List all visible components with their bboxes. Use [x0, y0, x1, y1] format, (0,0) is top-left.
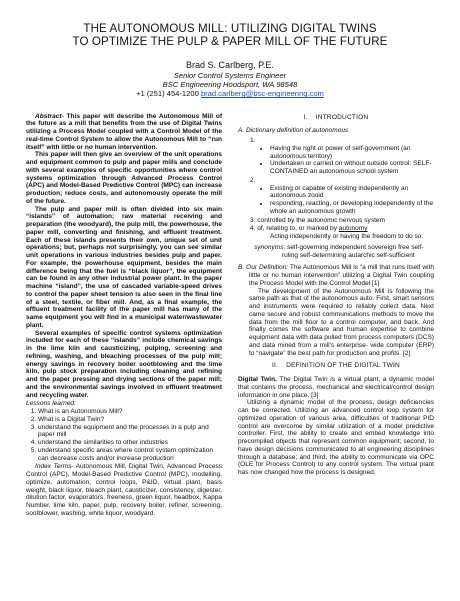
- two-column-body: [26, 113, 434, 518]
- abstract-paragraph-1: Abstract- This paper will describe the Autonomous Mill of the future as a mill that benefits from the use of Digital Twins utilizing a Process Model coupled with a Control Model of the real-time Control System to allow the Autonomous Mill to “run itself” with little or no human intervention.: [26, 112, 222, 151]
- list-item: • responding, reacting, or developing independently of the whole an autonomous growth: [270, 200, 434, 216]
- list-item: 3. understand the equipment and the processes in a pulp and paper mill: [38, 424, 222, 440]
- lessons-list: [26, 408, 222, 462]
- intro-paragraph-development: The development of the Autonomous Mill is following the same path as that of the autonomous auto. First, smart sensors and instruments were required to reliably collect data. Next came secure and robust communications methods to move the data from the mill floor to a control computer, and back. And finally comes the software and human expertise to combine equipment data with data pulled from process computers (DCS) and data mined from a mill's enterprise- wide computer (ERP) to “navigate” the best path for production and profits. [2]: [249, 287, 434, 357]
- list-item: • Undertaken or carried on without outside control: SELF-CONTAINED an autonomous school system: [270, 160, 434, 176]
- definition-4: 4. of, relating to, or marked by autonomy: [250, 225, 368, 233]
- digital-twin-paragraph-1: Digital Twin. The Digital Twin is a virtual plant, a dynamic model that contains the process, mechanical and electrical/control design information in one place. [3]: [238, 376, 434, 399]
- digital-twin-paragraph-2: Utilizing a dynamic model of the process, design deficiencies can be corrected. Utilizing an advanced control loop system for optimized operation of various area, difficulties of traditional PID control are overcome by similar utilization of a model predictive controller. First, the ability to create and embed knowledge into precompiled objects that represent common equipment; second, to have design decisions communicated to all engineering disciplines through a database; and third, the ability to communicate via OPC (OLE for Process Control) to any control system. The virtual plant has now changed how the process is designed.: [238, 399, 434, 477]
- title-line-1: THE AUTONOMOUS MILL: UTILIZING DIGITAL TWINS: [83, 22, 377, 35]
- author-name: Brad S. Carlberg, P.E.: [186, 60, 274, 70]
- digital-twin-label: Digital Twin.: [238, 376, 277, 384]
- list-item: • Having the right or power of self-government (an autonomous territory): [270, 145, 434, 161]
- author-role: Senior Control Systems Engineer: [173, 71, 287, 80]
- definition-3: 3. controlled by the autonomic nervous system: [250, 216, 386, 224]
- abstract-paragraph-3: The pulp and paper mill is often divided into six main “islands” of automation; raw material receiving and preparation (the woodyard), the pulp mill, the powerhouse, the paper mill, converting and finishing, and effluent treatment. Each of these islands presents their own, unique set of unit operations; but, perhaps not surprisingly, you can see similar unit operations in various industries besides pulp and paper. For example, the powerhouse equipment, besides the main difference being that the fuel is “black liquor”, the equipment can be found in any other industrial power plant. In the paper machine “island”, the use of cascaded variable-speed drives to control the paper sheet tension is also seen in the final line of a steel, textile, or fiber mill. And, as a final example, the effluent treatment facility of the paper mill has many of the same equipment you will find in a municipal water/wastewater plant.: [26, 205, 222, 329]
- lessons-heading: Lessons learned:: [26, 400, 76, 408]
- title-line-2: TO OPTIMIZE THE PULP & PAPER MILL OF THE FUTURE: [72, 35, 388, 48]
- abstract-label: Abstract: [35, 112, 62, 120]
- paper-title: [26, 22, 434, 48]
- index-terms-label: Index Terms: [35, 463, 72, 471]
- abstract-paragraph-4: Several examples of specific control systems optimization included for each of these “islands” include chemical savings in the lime kiln and causticizing, pulping, screening and refining, washing, and bleaching processes of the pulp mill; energy savings in recovery boiler sootblowing and the lime kiln, pulp stock preparation including cleaning and refining and the paper pressing and drying sections of the paper mill; and the environmental savings involved in effluent treatment and recycling water.: [26, 329, 222, 399]
- index-terms: Index Terms- Autonomous Mill, Digital Twin, Advanced Process Control (APC), Model-Based Predictive Control (MPC), modelling, optimize, automation, control loops, P&ID, virtual plant, basis weight, black liquor, bleach plant, causticizer, consistency, digester, dilution factor, evaporators, freeness, green liquor, headbox, Kappa Number, lime kiln, paper, pulp, recovery boiler, refiner, screening, sootblower, washing, white liquor, woodyard.: [26, 463, 223, 517]
- autonomy-word: autonomy: [338, 225, 368, 233]
- list-item: 5. understand specific areas where control system optimization can decrease costs and/or increase production: [38, 447, 222, 463]
- author-email-link[interactable]: brad.carlberg@bsc-engineering.com: [200, 89, 324, 99]
- definition-number-2: 2.: [250, 176, 256, 184]
- list-item: 1. What is an Autonomous Mill?: [38, 408, 222, 416]
- subheading-dictionary: A. Dictionary definition of autonomous: [238, 127, 349, 135]
- author-block: [26, 60, 434, 99]
- list-item: • Existing or capable of existing independently an autonomous zooid: [270, 185, 434, 201]
- definitions-block: [238, 137, 434, 241]
- section-heading-digital-twin: II. DEFINITION OF THE DIGITAL TWIN: [272, 362, 400, 370]
- author-contact: [26, 89, 434, 98]
- abstract-paragraph-2: This paper will then give an overview of the unit operations and equipment common to pulp and paper mills and conclude with several examples of specific opportunities where control systems optimization through Advanced Process Control (APC) and Model-Based Predictive Control (MPC) can increase production; reduce costs, and autonomously operate the mill of the future.: [26, 151, 222, 205]
- list-item: 2. What is a Digital Twin?: [38, 416, 222, 424]
- our-definition-label: B. Our Definition:: [238, 264, 289, 272]
- author-affiliation: BSC Engineering Hoodsport, WA 98548: [162, 80, 298, 90]
- left-column: [26, 113, 222, 518]
- synonyms-label: synonyms: [254, 243, 284, 251]
- definition-number-1: 1.: [250, 137, 256, 145]
- author-phone: +1 (251) 454-1200: [136, 89, 199, 99]
- our-definition: B. Our Definition: The Autonomous Mill is “a mill that runs itself with little or no human intervention” utilizing a Digital Twin coupling the Process Model with the Control Model [1]: [238, 264, 434, 287]
- section-heading-introduction: I. INTRODUCTION: [303, 113, 369, 121]
- right-column: [238, 113, 434, 518]
- synonyms: synonyms: self-governing independent sovereign free self- ruling self-determining autarchic self-sufficient: [254, 243, 424, 259]
- definition-4-detail: Acting independently or having the freedom to do so.: [270, 233, 424, 241]
- definition-1-list: [250, 145, 434, 176]
- list-item: 4. understand the similarities to other industries: [38, 439, 222, 447]
- definition-2-list: [250, 185, 434, 216]
